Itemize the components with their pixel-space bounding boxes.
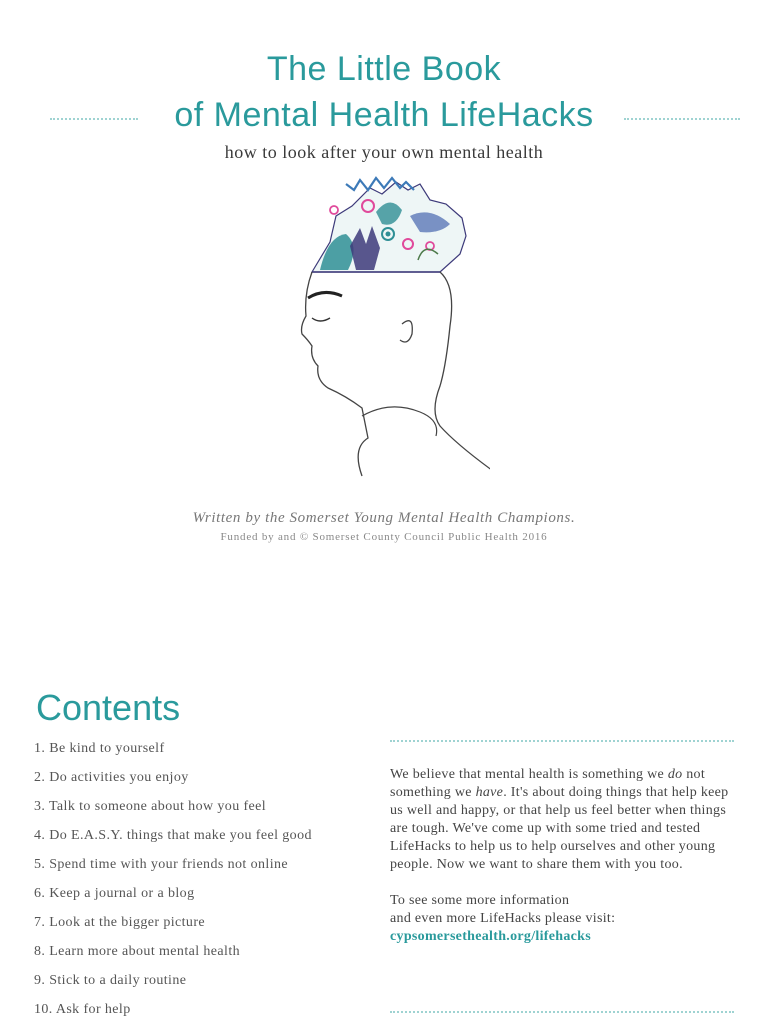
book-subtitle: how to look after your own mental health — [224, 142, 544, 162]
contents-item[interactable]: 3. Talk to someone about how you feel — [34, 799, 267, 814]
funded-by-credit: Funded by and © Somerset County Council Public Health 2016 — [220, 531, 548, 543]
intro-paragraph — [390, 766, 740, 874]
intro-text: . It's about doing things that help keep us well and happy, or that help us feel better when things are tough. We've come up with some tried and tested LifeHacks to help us to help ourselves and other young people. Now we want to share them with you too. — [390, 785, 729, 872]
head-with-patterned-brain-illustration — [290, 176, 490, 486]
contents-item[interactable]: 10. Ask for help — [34, 1002, 131, 1017]
intro-text: not something we — [390, 767, 706, 800]
intro-text: We believe that mental health is something we — [390, 767, 668, 782]
contents-item[interactable]: 5. Spend time with your friends not online — [34, 857, 288, 872]
contents-item[interactable]: 7. Look at the bigger picture — [34, 915, 205, 930]
title-divider-right — [624, 118, 740, 120]
more-info-line: To see some more information — [390, 893, 570, 908]
contents-item[interactable]: 1. Be kind to yourself — [34, 741, 165, 756]
contents-item[interactable]: 9. Stick to a daily routine — [34, 973, 187, 988]
more-info-line: and even more LifeHacks please visit: — [390, 911, 616, 926]
website-link[interactable]: cypsomersethealth.org/lifehacks — [390, 929, 591, 944]
contents-item[interactable]: 2. Do activities you enjoy — [34, 770, 189, 785]
written-by-credit: Written by the Somerset Young Mental Health Champions. — [192, 510, 576, 526]
contents-list — [34, 738, 312, 1028]
contents-item[interactable]: 4. Do E.A.S.Y. things that make you feel good — [34, 828, 312, 843]
contents-item[interactable]: 8. Learn more about mental health — [34, 944, 241, 959]
intro-emphasis: do — [667, 767, 683, 782]
intro-divider-bottom — [390, 1011, 734, 1013]
intro-emphasis: have — [475, 785, 504, 800]
contents-heading: Contents — [36, 687, 181, 728]
intro-text-block — [390, 766, 740, 946]
contents-item[interactable]: 6. Keep a journal or a blog — [34, 886, 195, 901]
book-title-line-1: The Little Book — [266, 50, 502, 88]
intro-divider-top — [390, 740, 734, 742]
book-title-line-2: of Mental Health LifeHacks — [174, 96, 594, 134]
